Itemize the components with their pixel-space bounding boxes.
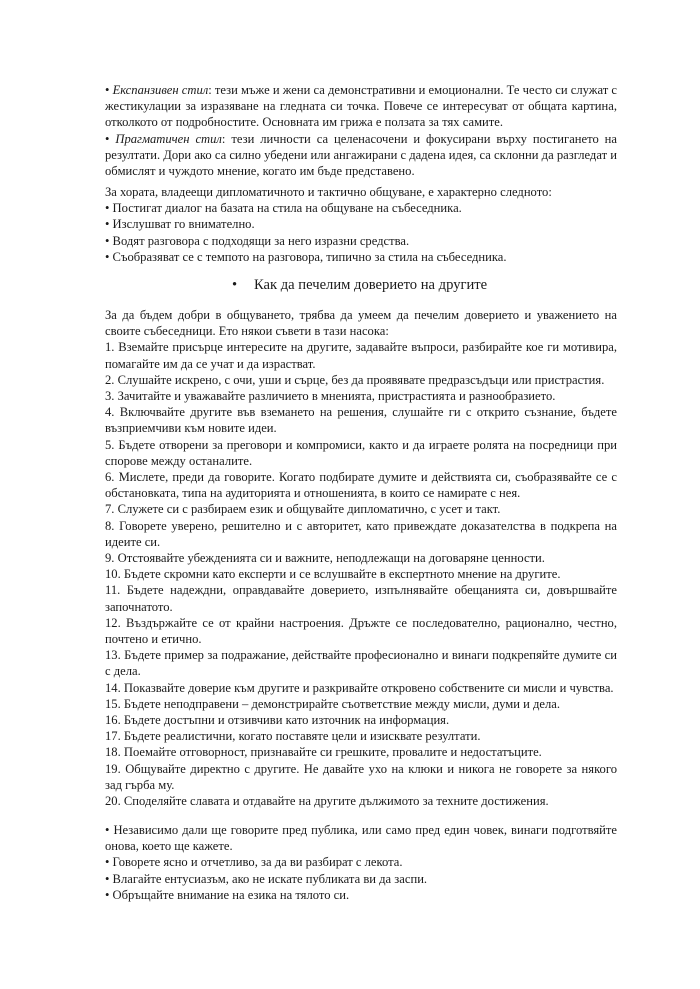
trust-tip: 6. Мислете, преди да говорите. Когато подбирате думите и действията си, съобразявайте се с обстановката, типа на аудиторията и отношенията, в които се намирате с нея. bbox=[105, 470, 617, 501]
diplomatic-item: • Постигат диалог на базата на стила на общуване на събеседника. bbox=[105, 201, 462, 216]
trust-tip: 12. Въздържайте се от крайни настроения. Дръжте се последователно, рационално, честно, почтено и етично. bbox=[105, 615, 617, 647]
heading-bullet: • bbox=[232, 277, 238, 293]
pragmatic-style-text: : тези личности са целенасочени и фокусирани върху постигането на резултати. Дори ако са силно убедени или ангажирани с дадена идея, са склонни да разгледат и обмислят и чуждото мнение, когато им бъде представено. bbox=[105, 131, 617, 179]
diplomatic-section bbox=[105, 184, 617, 265]
trust-tip: 13. Бъдете пример за подражание, действайте професионално и винаги подкрепяйте думите си с дела. bbox=[105, 648, 617, 679]
expansive-style-label: Експанзивен стил bbox=[112, 83, 209, 97]
trust-tip: 20. Споделяйте славата и отдавайте на другите дължимото за техните достижения. bbox=[105, 794, 549, 809]
trust-tip: 10. Бъдете скромни като експерти и се вслушвайте в експертното мнение на другите. bbox=[105, 567, 561, 582]
heading-title: Как да печелим доверието на другите bbox=[254, 277, 488, 293]
styles-section bbox=[105, 82, 617, 179]
diplomatic-item: • Водят разговора с подходящи за него изразни средства. bbox=[105, 233, 410, 248]
trust-tip: 4. Включвайте другите във вземането на решения, слушайте ги с открито съзнание, бъдете възприемчиви към новите идеи. bbox=[105, 405, 617, 436]
diplomatic-item: • Изслушват го внимателно. bbox=[105, 217, 255, 232]
trust-tip: 11. Бъдете надеждни, оправдавайте доверието, изпълнявайте обещанията си, довършвайте започнатото. bbox=[105, 583, 617, 614]
trust-tip: 18. Поемайте отговорност, признавайте си грешките, провалите и недостатъците. bbox=[105, 745, 542, 760]
trust-tip: 15. Бъдете неподправени – демонстрирайте съответствие между мисли, думи и дела. bbox=[105, 696, 561, 711]
public-item: • Обръщайте внимание на езика на тялото си. bbox=[105, 887, 350, 902]
trust-section bbox=[105, 307, 617, 809]
diplomatic-lead: За хората, владеещи дипломатичното и тактично общуване, е характерно следното: bbox=[105, 185, 552, 199]
trust-lead: За да бъдем добри в общуването, трябва да умеем да печелим доверието и уважението на своите събеседници. Ето някои съвети в тази насока: bbox=[105, 308, 617, 339]
trust-tip: 3. Зачитайте и уважавайте различието в мненията, пристрастията и разнообразието. bbox=[105, 389, 556, 404]
trust-tip: 17. Бъдете реалистични, когато поставяте цели и изисквате резултати. bbox=[105, 729, 481, 744]
public-item: • Независимо дали ще говорите пред публика, или само пред един човек, винаги подготвяйте онова, което ще кажете. bbox=[105, 823, 617, 854]
public-item: • Говорете ясно и отчетливо, за да ви разбират с лекота. bbox=[105, 855, 403, 870]
pragmatic-style-label: Прагматичен стил bbox=[115, 131, 222, 146]
trust-tip: 5. Бъдете отворени за преговори и компромиси, както и да играете ролята на посредници при спорове между останалите. bbox=[105, 437, 617, 468]
trust-tip: 19. Общувайте директно с другите. Не давайте ухо на клюки и никога не говорете за някого зад гърба му. bbox=[105, 761, 617, 792]
trust-tip: 16. Бъдете достъпни и отзивчиви като източник на информация. bbox=[105, 713, 450, 728]
public-speaking-section bbox=[105, 822, 617, 903]
diplomatic-item: • Съобразяват се с темпото на разговора, типично за стила на събеседника. bbox=[105, 249, 507, 264]
trust-tip: 2. Слушайте искрено, с очи, уши и сърце, без да проявявате предразсъдъци или пристрастия. bbox=[105, 372, 605, 387]
trust-tip: 7. Служете си с разбираем език и общувайте дипломатично, с усет и такт. bbox=[105, 502, 501, 517]
trust-tip: 9. Отстоявайте убежденията си и важните, неподлежащи на договаряне ценности. bbox=[105, 551, 545, 566]
public-item: • Влагайте ентусиазъм, ако не искате публиката ви да заспи. bbox=[105, 871, 428, 886]
pragmatic-style-paragraph: • Прагматичен стил: тези личности са целенасочени и фокусирани върху постигането на резултати. Дори ако са силно убедени или ангажирани с дадена идея, са склонни да разгледат и обмислят и чуждото мнение, когато им бъде представено. bbox=[105, 131, 617, 179]
trust-tip: 14. Показвайте доверие към другите и разкривайте откровено собствените си мисли и чувства. bbox=[105, 680, 614, 695]
trust-tip: 8. Говорете уверено, решително и с авторитет, като привеждате доказателства в подкрепа на идеите си. bbox=[105, 518, 617, 549]
expansive-style-paragraph: • Експанзивен стил: тези мъже и жени са демонстративни и емоционални. Те често си служат с жестикулации за изразяване на гледната си точка. Повече се интересуват от общата картина, отколкото от подробностите. Основната им грижа е ползата за тях самите. bbox=[105, 83, 617, 130]
trust-tip: 1. Вземайте присърце интересите на другите, задавайте въпроси, разбирайте кое ги мотивира, помагайте им да се учат и да израстват. bbox=[105, 340, 617, 371]
expansive-style-text: : тези мъже и жени са демонстративни и емоционални. Те често си служат с жестикулации за изразяване на гледната си точка. Повече се интересуват от общата картина, отколкото от подробностите. Основната им грижа е ползата за тях самите. bbox=[105, 83, 617, 130]
